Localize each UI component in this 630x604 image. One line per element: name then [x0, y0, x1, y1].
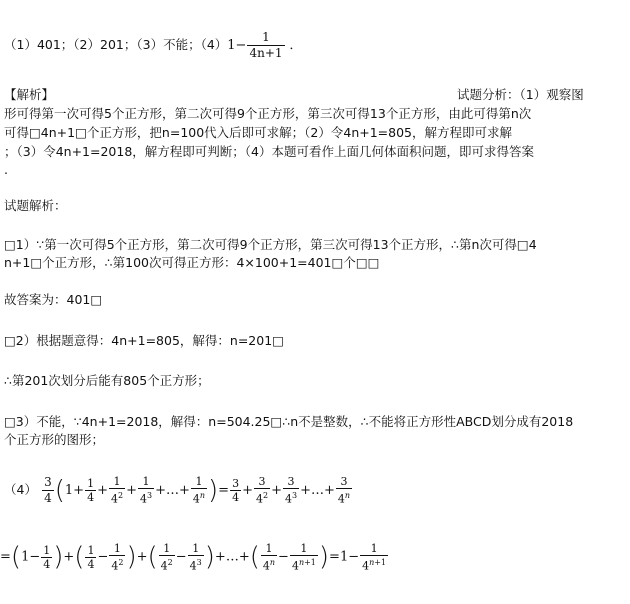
analysis-line-4: .	[4, 162, 8, 177]
q4-frac: $\frac{1}{4}$	[87, 477, 95, 504]
analysis-line-3: ；（3）令4n+1=2018，解方程即可判断；（4）本题可看作上面几何体面积问题，即可求得答案	[4, 144, 534, 159]
analysis-right-label: 试题分析：（1）观察图	[457, 87, 584, 102]
q4-frac: $\frac{1}{4^n}$	[192, 475, 206, 506]
answer-line	[4, 30, 302, 61]
q1-line-1: □1）∵第一次可得5个正方形，第二次可得9个正方形，第三次可得13个正方形，∴第n次可得□4	[4, 237, 537, 252]
q1-line-2: n+1□个正方形，∴第100次可得正方形：4×100+1=401□个□□	[4, 255, 380, 270]
q3-line-2: 个正方形的图形；	[4, 432, 105, 447]
q4-frac: $\frac{1}{4}$	[87, 543, 95, 571]
q1-answer: 故答案为：401□	[4, 292, 103, 307]
solution-heading: 试题解析：	[4, 198, 67, 213]
q4-frac: $\frac{3}{4}$	[44, 475, 52, 505]
analysis-line-2: 可得□4n+1□个正方形，把n=100代入后即可求解；（2）令4n+1=805，解方程即可求解	[4, 125, 513, 140]
q4-label: （4）	[4, 482, 37, 497]
analysis-line-1: 形可得第一次可得5个正方形，第二次可得9个正方形，第三次可得13个正方形，由此可得第n次	[4, 106, 532, 121]
q4-frac: $\frac{1}{4^{n+1}}$	[291, 541, 316, 573]
q4-frac: $\frac{1}{4^2}$	[160, 541, 173, 573]
analysis-heading: 【解析】	[4, 87, 55, 102]
q4-frac: $\frac{1}{4^{n+1}}$	[362, 541, 387, 573]
q4-frac: $\frac{1}{4^3}$	[189, 541, 202, 573]
answer-tail: ．	[289, 37, 303, 52]
q4-frac: $\frac{3}{4^2}$	[255, 475, 269, 506]
q3-line-1: □3）不能，∵4n+1=2018，解得：n=504.25□∴n不是整数，∴不能将正方形性ABCD划分成有2018	[4, 414, 574, 429]
q4-frac: $\frac{3}{4^n}$	[337, 475, 351, 506]
answer-frac-num: 1	[247, 30, 284, 46]
q2-conclusion: ∴第201次划分后能有805个正方形；	[4, 373, 210, 388]
answer-frac-den: 4n+1	[249, 46, 283, 60]
q4-frac: $\frac{3}{4^3}$	[284, 475, 298, 506]
q4-telescoping: =(1− $\frac{1}{4}$ )+( $\frac{1}{4}$ − $\frac{1}{4^2}$ )+( $\frac{1}{4^2}$ − $\frac{1}{4^3}$ )+…+( $\frac{1}{4^n}$ − $\frac{1}{4^{n+1}}$ )=1− $\frac{1}{4^{n+1}}$	[0, 541, 387, 573]
answer-formula-prefix: 1−	[227, 38, 247, 53]
q4-frac: $\frac{3}{4}$	[232, 477, 240, 504]
q2-line: □2）根据题意得：4n+1=805，解得：n=201□	[4, 333, 284, 348]
answer-text: （1）401；（2）201；（3）不能；（4）	[4, 37, 228, 52]
q4-frac: $\frac{1}{4^2}$	[111, 541, 124, 573]
q4-frac: $\frac{1}{4^3}$	[139, 475, 153, 506]
answer-fraction	[247, 30, 284, 61]
q4-frac: $\frac{1}{4^n}$	[262, 541, 276, 573]
q4-equation: （4） $\frac{3}{4}$ (1+ $\frac{1}{4}$ + $\frac{1}{4^2}$ + $\frac{1}{4^3}$ +…+ $\frac{1}{4^n}$ )= $\frac{3}{4}$ + $\frac{3}{4^2}$ + $\frac{3}{4^3}$ +…+ $\frac{3}{4^n}$	[4, 475, 351, 506]
q4-frac: $\frac{1}{4^2}$	[110, 475, 124, 506]
q4-frac: $\frac{1}{4}$	[43, 543, 51, 571]
